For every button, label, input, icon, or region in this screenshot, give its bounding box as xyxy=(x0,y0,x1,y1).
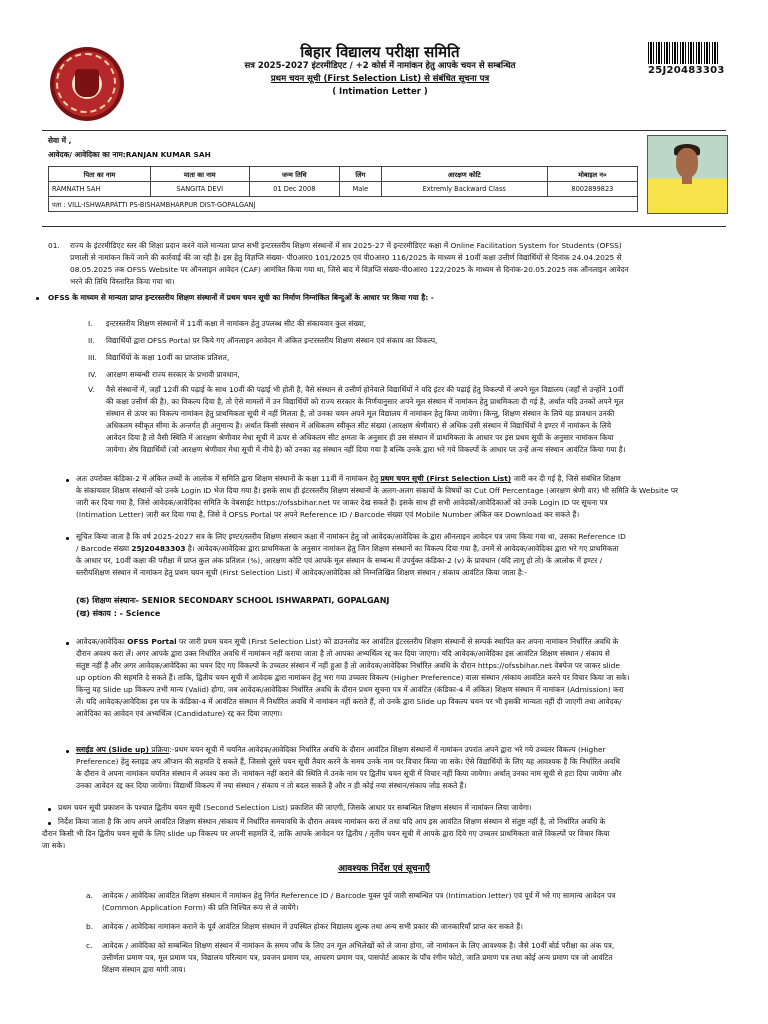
mobile: 8002899823 xyxy=(547,182,637,197)
dob: 01 Dec 2008 xyxy=(249,182,339,197)
bseb-logo xyxy=(50,47,124,121)
atah-text: अतः उपरोक्त कंडिका-2 में अंकित तथ्यों के आलोक में समिति द्वारा शिक्षण संस्थानों के कक्षा 11वीं में नामांकन हेतु xyxy=(76,474,379,483)
applicant-name-line xyxy=(48,149,211,161)
header-mother: माता का नाम xyxy=(150,167,249,182)
institution-label: (क) शिक्षण संस्थानः- xyxy=(76,596,139,605)
instr-a-number: a. xyxy=(86,891,93,900)
slide-up-proc: प्रक्रिया xyxy=(148,745,170,754)
slide-up-text: :-प्रथम चयन सूची में चयनित आवेदक/आवेदिका निर्धारित अवधि के दौरान आवंटित शिक्षण संस्थानों में नामांकन उपरांत अपने द्वारा भरे गये उच्चतर विकल्प (Higher xyxy=(169,745,606,754)
table-row xyxy=(49,182,638,197)
instr-a-line: (Common Application Form) की प्रति निश्चित रूप से ले जायेंगे। xyxy=(102,903,299,912)
point-5-line: की कक्षा उत्तीर्ण की है), का विकल्प दिया है, तो ऐसे मामलों में उन विद्यार्थियों को राज्य सरकार के निर्णयानुसार अपने मूल संस्थान में नामांकन हेतु प्राथमिकता दी गई है, अर्थात यदि उनकों अपने मूल xyxy=(106,397,624,406)
portal-line: लें। यदि आवेदक/आवेदिका इस पत्र के कंडिका-4 में आवंटित संस्थान में निर्धारित अवधि में नामांकन नहीं कराते हैं, तो उनके द्वारा Slide up विकल्प चयन पर भी इसकी मान्यता नहीं दी जाएगी तथा आवेदक/ xyxy=(76,697,622,706)
bullet xyxy=(66,537,69,540)
slide-up-line: उनका आवेदन रद्द कर दिया जायेगा। विद्यार्थी विकल्प में नया संस्थान / संकाय न तो बदल सकते है और न ही कोई नया संस्थान/संकाय जोड़ सकते हैं। xyxy=(76,781,467,790)
portal-line: संतुष्ट नहीं हैं और अगर आवेदक/आवेदिका का चयन दिए गए विकल्पों के उच्चतर संस्थान में नहीं हुआ है तो आवेदक/आवेदिका निर्धारित अवधि के दौरान https://ofssbihar.net वेबपेज पर जाकर slide xyxy=(76,661,620,670)
portal-line: दौरान अवश्य करा लें। अगर आपके द्वारा उक्त निर्धारित अवधि में नामांकन नहीं कराया जाता है तो आपका अभ्यर्थित्व रद्द कर दिया जाएगा। यदि आवेदक/आवेदिका इस आवंटित शिक्षण संस्थान / संकाय से xyxy=(76,649,610,658)
suchit-text: / Barcode संख्या xyxy=(76,544,130,553)
instr-c-line: उत्तीर्णता प्रमाण पत्र, मूल प्रमाण पत्र, विद्यालय परित्याग पत्र, प्रवजन प्रमाण पत्र, आचरण प्रमाण पत्र, पासपोर्ट आकार के पाँच रंगीन फोटो, जाति प्रमाण पत्र तथा कोई अन्य प्रमाण पत्र जो आवंटित xyxy=(102,953,613,962)
suchit-text: है। आवेदक/आवेदिका द्वारा प्राथमिकता के अनुसार नामांकन हेतु जिन शिक्षण संस्थानों का विकल्प दिया गया है, उनमें से आवेदक/आवेदिका द्वारा भरे गए प्राथमिकता xyxy=(187,544,619,553)
nirdesh-line: जा सके। xyxy=(42,841,66,850)
applicant-label: आवेदक/ आवेदिका का नाम: xyxy=(48,150,126,159)
instructions-title xyxy=(0,864,768,876)
point-3-number: III. xyxy=(88,353,97,362)
ofss-portal-label: OFSS Portal xyxy=(127,637,177,646)
org-title: बिहार विद्यालय परीक्षा समिति xyxy=(300,43,460,61)
para-01-line-1: राज्य के इंटरमीडिएट स्तर की शिक्षा प्रदान करने वाले मान्यता प्राप्त सभी इन्टरस्तरीय शिक्षण संस्थानों में सत्र 2025-27 में इन्टरमीडिएट कक्षा में Online Facilitation System for Students (OFSS) xyxy=(70,241,622,250)
applicant-name: RANJAN KUMAR SAH xyxy=(125,150,211,159)
bullet xyxy=(48,822,51,825)
address-row xyxy=(49,197,638,212)
slide-up-line-1 xyxy=(76,744,605,756)
atah-tail: जारी कर दी गई है, जिसे संबंधित शिक्षण xyxy=(513,474,621,483)
applicant-details-table xyxy=(48,166,638,212)
point-1-number: I. xyxy=(88,319,93,328)
point-2-number: II. xyxy=(88,336,95,345)
ofss-intro-text: OFSS के माध्यम से मान्यता प्राप्त इन्टरस्तरीय शिक्षण संस्थानों में प्रथम चयन सूची का निर्माण निम्नांकित बिन्दुओं के आधार पर किया गया है: - xyxy=(48,293,434,302)
gender: Male xyxy=(340,182,382,197)
allotted-faculty xyxy=(76,608,160,620)
barcode-image xyxy=(648,42,718,64)
portal-line: किन्तु यह Slide up विकल्प तभी मान्य (Valid) होगा, जब आवेदक/आवेदिका निर्धारित अवधि के दौरान प्रथम सूचना पत्र में आवंटित (कंडिका-4 में अंकित) शिक्षण संस्थान में नामांकन (Admission) करा xyxy=(76,685,624,694)
instructions-title-text: आवश्यक निर्देश एवं सूचनाएँ xyxy=(338,864,430,874)
para-01-line-3: 08.05.2025 तक OFSS Website पर ऑनलाइन आवेदन (CAF) आमंत्रित किया गया था, जिसे बाद में विज्ञप्ति संख्या-पी0आर0 122/2025 के माध्यम से दिनांक-20.05.2025 तक ऑनलाइन आवेदन xyxy=(70,265,629,274)
atah-line: जारी कर दिया गया है, जिसे आवेदक/आवेदिका समिति के वेबसाईट https://ofssbihar.net पर जाकर देख सकते हैं। इसके साथ ही सभी आवेदकों/आवेदिकाओं को उनके Login ID पर सूचना पत्र xyxy=(76,498,608,507)
instr-a-line: आवेदक / आवेदिका आवंटित शिक्षण संस्थान में नामांकन हेतु निर्गत Reference ID / Barcode युक्त पूर्व जारी सम्बन्धित पत्र (Intimation letter) एवं पूर्व में भरे गए सामान्य आवेदन पत्र xyxy=(102,891,616,900)
bullet xyxy=(66,642,69,645)
atah-line: के संकायवार शिक्षण संस्थानों को उनके Login ID भेज दिया गया है। इसके साथ ही इंटरस्तरीय शिक्षण संस्थानों के अलग-अलग संकायों के विषयों का Cut Off Percentage (आरक्षण श्रेणी वार) भी समिति के Website पर xyxy=(76,486,679,495)
subtitle-line-3: ( Intimation Letter ) xyxy=(332,87,428,97)
nirdesh-line: दौरान किसी भी दिन द्वितीय चयन सूची के लिए slide up विकल्प पर अपनी सहमति दें, ताकि आपके आवेदन पर द्वितीय / तृतीय चयन सूची में आपके द्वारा दिये गए उच्चतर प्राथमिकता वाले विकल्पों पर विचार किया xyxy=(42,829,610,838)
bullet xyxy=(48,808,51,811)
applicant-photo xyxy=(647,135,728,214)
portal-text: पर जारी प्रथम चयन सूची (First Selection List) को डाउनलोड कर आवंटित इंटरस्तरीय शिक्षण संस्थानों से सम्पर्क स्थापित कर अपना नामांकन निर्धारित अवधि के xyxy=(176,637,619,646)
header-divider xyxy=(42,130,726,131)
header-father: पिता का नाम xyxy=(49,167,151,182)
bullet xyxy=(66,750,69,753)
atah-line-1 xyxy=(76,473,621,485)
details-divider xyxy=(42,226,726,227)
point-5-line: जायेगा। शेष विद्यार्थियों (जो आरक्षण श्रेणीवार मेधा सूची में नीचे है) को उनका वह संस्थान नहीं दिया गया है बल्कि उनके द्वारा भरे गये विकल्पों के आधार पर उन्हें अन्य संस्थान आवंटित किया गया है। xyxy=(106,445,626,454)
portal-line-1 xyxy=(76,636,618,648)
point-3: विद्यार्थियों के कक्षा 10वीं का प्राप्तांक प्रतिशत, xyxy=(106,353,230,362)
second-list-note: प्रथम चयन सूची प्रकाशन के पश्चात द्वितीय चयन सूची (Second Selection List) प्रकाशित की जाएगी, जिसके आधार पर सम्बन्धित शिक्षण संस्थान में नामांकन लिया जायेगा। xyxy=(58,803,532,812)
subtitle-line-1: सत्र 2025-2027 इंटरमीडिएट / +2 कोर्स में नामांकन हेतु आपके चयन से सम्बन्धित xyxy=(244,61,516,71)
para-01-line-4: भरने की तिथि विस्तारित किया गया था। xyxy=(70,277,175,286)
faculty-name: Science xyxy=(123,609,161,618)
header-gender: लिंग xyxy=(340,167,382,182)
point-4-number: IV. xyxy=(88,370,97,379)
barcode-number: 25J20483303 xyxy=(648,65,725,76)
point-5-line: संस्थान से ऊपर का विकल्प नामांकन हेतु प्राथमिकता सूची में नहीं मिलता है, तो उनका चयन अपने मूल विद्यालय में नामांकन हेतु किया जायेगा। किन्तु, शिक्षण संस्थान के लिये यह प्रावधान उनकी xyxy=(106,409,615,418)
para-01-number: 01. xyxy=(48,241,60,250)
institution-name: SENIOR SECONDARY SCHOOL ISHWARPATI, GOPALGANJ xyxy=(138,596,390,605)
portal-line: आवेदिका का आवेदन एवं अभ्यर्थित्व (Candidature) रद्द कर दिया जाएगा। xyxy=(76,709,283,718)
suchit-line: सूचित किया जाता है कि वर्ष 2025-2027 सत्र के लिए इण्टर/स्तरीय शिक्षण संस्थान कक्षा में नामांकन हेतु जो आवेदक/आवेदिका के द्वारा ऑनलाइन आवेदन पत्र जमा किया गया था, उसका Reference ID xyxy=(76,532,626,541)
slide-up-term: स्लाईड अप (Slide up) xyxy=(76,745,149,754)
instr-c-line: आवेदक / आवेदिका को सम्बन्धित शिक्षण संस्थान में नामांकन के समय जाँच के लिए उन मूल अभिलेखों को ले जाना होगा, जो नामांकन के लिए आवश्यक है। जैसे 10वीं बोर्ड परीक्षा का अंक पत्र, xyxy=(102,941,615,950)
point-5-line: वैसे संस्थानों में, जहाँ 12वीं की पढ़ाई के साथ 10वीं की पढ़ाई भी होती है, वैसे संस्थान से उत्तीर्ण होनेवाले विद्यार्थियों ने यदि इंटर की पढ़ाई हेतु विकल्पों में अपने मूल विद्यालय (जहाँ से उन्होंने 10वीं xyxy=(106,385,624,394)
faculty-label: (ख) संकाय : - xyxy=(76,609,123,618)
bullet xyxy=(36,297,39,300)
table-header-row xyxy=(49,167,638,182)
point-5-line: अधिकतम स्वीकृत सीमा के अन्तर्गत ही अनुमान्य है। अर्थात किसी संस्थान में अधिकतम स्वीकृत सीट संख्या (आरक्षण श्रेणीवार) से अधिक उसी संस्थान में विद्यार्थियों ने इण्टर में नामांकन के लिये xyxy=(106,421,612,430)
suchit-line: के आधार पर, 10वीं कक्षा की परीक्षा में प्राप्त कुल अंक प्रतिशत (%), आरक्षण कोटि एवं आपके मूल संस्थान के सम्बन्ध में उपर्युक्त कंडिका-2 (v) के प्रावधान (यदि लागू हो तो) के आलोक में इण्टर / xyxy=(76,556,603,565)
instr-c-line: शिक्षण संस्थान द्वारा मांगी जाय। xyxy=(102,965,186,974)
slide-up-line: Preference) हेतु स्लाइड अप ऑप्शन की सहमति दे सकते हैं, जिससे दूसरे चयन सूची तैयार करने के समय उनके नाम पर विचार किया जा सके। ऐसे विद्यार्थियों के लिए यह आवश्यक है कि निर्धारित अवधि xyxy=(76,757,620,766)
instr-c-number: c. xyxy=(86,941,93,950)
point-1: इन्टरस्तरीय शिक्षण संस्थानों में 11वीं कक्षा में नामांकन हेतु उपलब्ध सीट की संकायवार कुल संख्या, xyxy=(106,319,367,328)
address: पता : VILL-ISHWARPATTI PS-BISHAMBHARPUR DIST-GOPALGANJ xyxy=(49,197,638,212)
allotted-institution xyxy=(76,595,389,607)
suchit-line-2 xyxy=(76,543,619,555)
point-5-number: V. xyxy=(88,385,95,394)
bullet xyxy=(66,479,69,482)
category: Extremly Backward Class xyxy=(381,182,547,197)
suchit-line: स्तरीयशिक्षण संस्थान में नामांकन हेतु प्रथम चयन सूची (First Selection List) में आवेदक/आवेदिका को निम्नलिखित शिक्षण संस्थान / संकाय आवंटित किया जाता है:- xyxy=(76,568,527,577)
header-mobile: मोबाइल न० xyxy=(547,167,637,182)
nirdesh-line: निर्देश किया जाता है कि आप अपने आवंटित शिक्षण संस्थान /संकाय में निर्धारित समयावधि के दौरान अवश्य नामांकन करा लें तथा यदि आप इस आवंटित शिक्षण संस्थान से संतुष्ट नहीं है, तो निर्धारित अवधि के xyxy=(58,817,606,826)
atah-line: (Intimation Letter) जारी कर दिया गया है, जिसे वे OFSS Portal पर अपने Reference ID / Barcode संख्या एवं Mobile Number अंकित कर Download कर सकते हैं। xyxy=(76,510,580,519)
slide-up-line: के दौरान वे अपना नामांकन चयनित संस्थान में अवश्य करा लें। नामांकन नहीं कराने की स्थिति में उनके नाम पर द्वितीय चयन सूची में विचार नहीं किया जायेगा। अर्थात् उनका नाम सूची से हटा दिया जायेगा और xyxy=(76,769,622,778)
letter-subtitle xyxy=(130,60,630,99)
first-selection-list-label: प्रथम चयन सूची (First Selection List) xyxy=(380,474,512,483)
instr-b-line: आवेदक / आवेदिका नामांकन कराने के पूर्व आवंटित शिक्षण संस्थान में उपस्थित होकर विद्यालय शुल्क तथा अन्य सभी प्रकार की जानकारियाँ प्राप्त कर सकते हैं। xyxy=(102,922,523,931)
point-2: विद्यार्थियों द्वारा OFSS Portal पर किये गए ऑनलाइन आवेदन में अंकित इन्टरस्तरीय शिक्षण संस्थान एवं संकाय का विकल्प, xyxy=(106,336,438,345)
header-category: आरक्षण कोटि xyxy=(381,167,547,182)
point-4: आरक्षण सम्बन्धी राज्य सरकार के प्रभावी प्रावधान, xyxy=(106,370,240,379)
instr-b-number: b. xyxy=(86,922,94,931)
portal-line: up option की सहमति दे सकते हैं। ताकि, द्वितीय चयन सूची में आवेदक द्वारा नामांकन हेतु भरा गया उच्चतर विकल्प (Higher Preference) वाला संस्थान /संकाय आवंटित करने पर विचार किया जा सके। xyxy=(76,673,630,682)
portal-text: आवेदक/आवेदिका xyxy=(76,637,128,646)
point-5-line: आवेदन दिया है तो वैसी स्थिति में आरक्षण श्रेणीवार मेधा सूची में ऊपर से अधिकतम सीट क्षमता के अनुसार ही उस संस्थान में प्राथमिकता के आधार पर इस प्रथम सूची के अनुसार नामांकन किया xyxy=(106,433,614,442)
mother-name: SANGITA DEVI xyxy=(150,182,249,197)
salutation: सेवा में , xyxy=(48,136,72,145)
header-dob: जन्म तिथि xyxy=(249,167,339,182)
father-name: RAMNATH SAH xyxy=(49,182,151,197)
para-01-line-2: प्रणाली से नामांकन किये जाने की कार्रवाई की जा रही है। इस हेतु विज्ञप्ति संख्या- पी0आर0 101/2025 एवं पी0आर0 116/2025 के माध्यम से 10वीं कक्षा उत्तीर्ण विद्यार्थियों से दिनांक 24.04.2025 से xyxy=(70,253,622,262)
subtitle-line-2: प्रथम चयन सूची (First Selection List) से संबंधित सूचना पत्र xyxy=(270,74,490,84)
reference-code: 25J20483303 xyxy=(131,544,186,553)
ofss-intro xyxy=(48,292,434,304)
